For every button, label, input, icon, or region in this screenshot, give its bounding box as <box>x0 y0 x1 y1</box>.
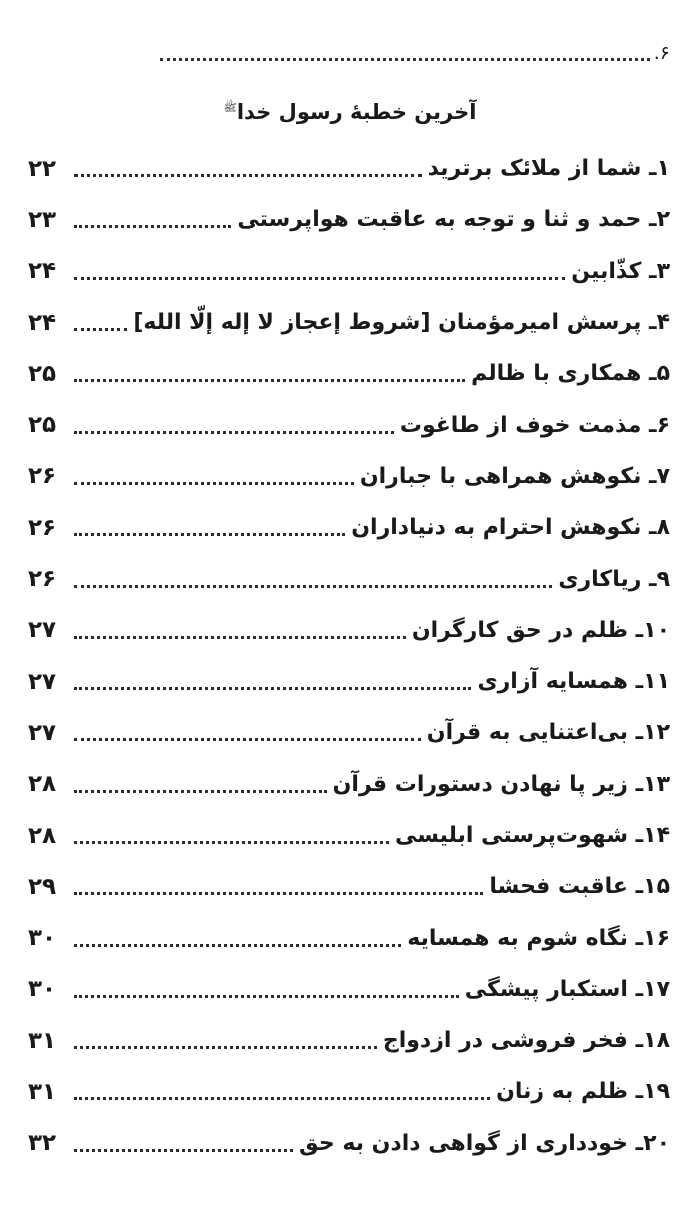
toc-entry-label: ۴ـ پرسش امیرمؤمنان [شروط إعجاز لا إله إلّا الله] <box>133 310 670 336</box>
toc-entry[interactable] <box>28 759 670 810</box>
toc-entry-page: ۲۴ <box>28 258 57 285</box>
dot-leader <box>74 417 394 434</box>
dot-leader <box>74 673 471 690</box>
dot-leader <box>74 211 231 228</box>
header-leader <box>160 46 650 61</box>
toc-entry-label: ۱۹ـ ظلم به زنان <box>496 1079 670 1105</box>
toc-entry[interactable] <box>28 1015 670 1066</box>
toc-entry-page: ۳۱ <box>28 1078 57 1105</box>
toc-entry-page: ۲۶ <box>28 566 57 593</box>
dot-leader <box>74 468 354 485</box>
toc-entry-label: ۱ـ شما از ملائک برترید <box>427 156 670 182</box>
toc-entry[interactable] <box>28 451 670 502</box>
dot-leader <box>74 981 459 998</box>
toc-entry-label: ۱۳ـ زیر پا نهادن دستورات قرآن <box>332 771 670 797</box>
toc-entry-label: ۲۰ـ خودداری از گواهی دادن به حق <box>299 1130 670 1156</box>
toc-entry[interactable] <box>28 656 670 707</box>
toc-entry-page: ۳۱ <box>28 1027 57 1054</box>
toc-entry-label: ۱۲ـ بی‌اعتنایی به قرآن <box>426 720 670 746</box>
toc-entry[interactable] <box>28 553 670 604</box>
dot-leader <box>74 622 406 639</box>
toc-entry-page: ۲۳ <box>28 206 57 233</box>
toc-entry-label: ۷ـ نکوهش همراهی با جباران <box>359 463 670 489</box>
toc-entry[interactable] <box>28 399 670 450</box>
toc-entry-label: ۱۸ـ فخر فروشی در ازدواج <box>382 1028 670 1054</box>
toc-entry[interactable] <box>28 1118 670 1169</box>
toc-entry-label: ۲ـ حمد و ثنا و توجه به عاقبت هواپرستی <box>237 207 670 233</box>
dot-leader <box>74 314 127 331</box>
section-title <box>0 100 700 124</box>
toc-entry-label: ۱۱ـ همسایه آزاری <box>477 669 670 695</box>
dot-leader <box>74 1032 377 1049</box>
toc-entry-page: ۲۲ <box>28 155 57 182</box>
toc-entry[interactable] <box>28 964 670 1015</box>
toc-entry-page: ۳۲ <box>28 1130 57 1157</box>
toc-entry-label: ۹ـ ریاکاری <box>558 566 670 592</box>
toc-entry-page: ۲۴ <box>28 309 57 336</box>
dot-leader <box>74 1083 490 1100</box>
toc-entry-page: ۲۸ <box>28 822 57 849</box>
toc-entry-page: ۲۷ <box>28 719 57 746</box>
section-title-text: آخرین خطبهٔ رسول خدا <box>236 100 477 124</box>
toc-entry-page: ۳۰ <box>28 925 57 952</box>
toc-entry-page: ۲۸ <box>28 771 57 798</box>
toc-entry-page: ۲۶ <box>28 514 57 541</box>
dot-leader <box>74 930 401 947</box>
toc-entry-page: ۲۷ <box>28 668 57 695</box>
toc-entry[interactable] <box>28 194 670 245</box>
toc-entry-page: ۲۶ <box>28 463 57 490</box>
dot-leader <box>74 724 421 741</box>
toc-entry-label: ۱۰ـ ظلم در حق کارگران <box>411 617 670 643</box>
dot-leader <box>74 365 465 382</box>
toc-entry-label: ۳ـ کذّابین <box>571 258 670 284</box>
toc-entry-page: ۲۷ <box>28 617 57 644</box>
dot-leader <box>74 776 327 793</box>
toc-entry-label: ۱۶ـ نگاه شوم به همسایه <box>407 925 670 951</box>
toc-entry[interactable] <box>28 861 670 912</box>
dot-leader <box>74 263 565 280</box>
toc-entry-page: ۲۹ <box>28 873 57 900</box>
toc-entry[interactable] <box>28 502 670 553</box>
dot-leader <box>74 1135 293 1152</box>
toc-entry-label: ۸ـ نکوهش احترام به دنیاداران <box>351 515 670 541</box>
toc-entry-page: ۲۵ <box>28 412 57 439</box>
dot-leader <box>74 571 552 588</box>
honorific-mark: ﷺ <box>223 101 237 114</box>
table-of-contents <box>28 143 670 1169</box>
toc-entry-label: ۱۷ـ استکبار پیشگی <box>464 976 670 1002</box>
dot-leader <box>74 878 483 895</box>
toc-entry-page: ۲۵ <box>28 360 57 387</box>
page-number: ۶. <box>653 42 670 64</box>
toc-entry[interactable] <box>28 143 670 194</box>
running-header <box>160 38 670 68</box>
toc-entry[interactable] <box>28 297 670 348</box>
toc-entry[interactable] <box>28 348 670 399</box>
toc-entry-label: ۵ـ همکاری با ظالم <box>471 361 670 387</box>
toc-entry-label: ۱۵ـ عاقبت فحشا <box>489 874 670 900</box>
toc-entry[interactable] <box>28 810 670 861</box>
dot-leader <box>74 160 422 177</box>
toc-entry[interactable] <box>28 246 670 297</box>
toc-entry[interactable] <box>28 1066 670 1117</box>
toc-entry[interactable] <box>28 707 670 758</box>
dot-leader <box>74 827 389 844</box>
toc-entry-label: ۶ـ مذمت خوف از طاغوت <box>399 412 670 438</box>
toc-entry[interactable] <box>28 605 670 656</box>
toc-entry[interactable] <box>28 912 670 963</box>
dot-leader <box>74 519 345 536</box>
toc-entry-label: ۱۴ـ شهوت‌پرستی ابلیسی <box>395 823 670 848</box>
toc-entry-page: ۳۰ <box>28 976 57 1003</box>
